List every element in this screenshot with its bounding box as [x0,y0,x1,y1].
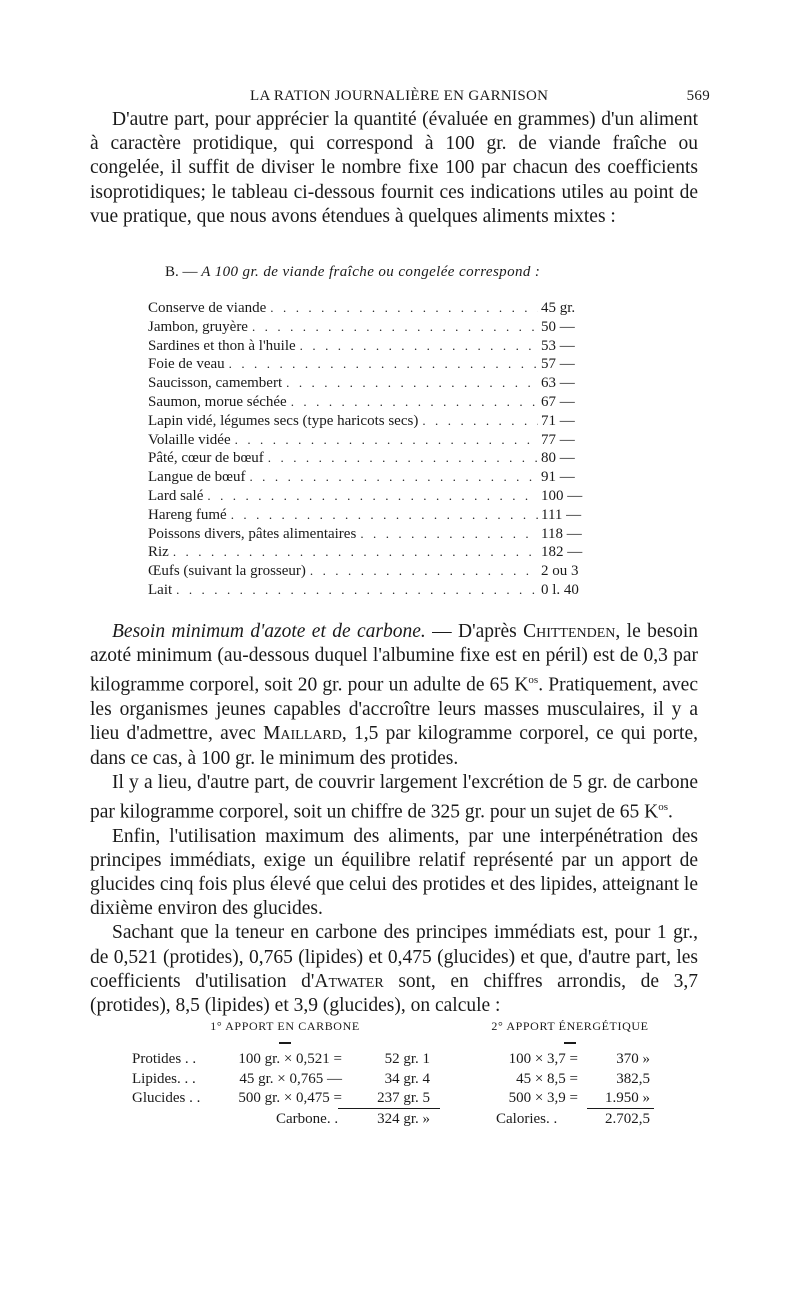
carbon-total [345,1110,430,1130]
table-row [148,563,613,582]
table-row [148,582,613,601]
food-name: Hareng fumé [148,506,227,523]
carbon-total-value: 324 gr. » [377,1111,430,1127]
text-run: . [668,801,673,823]
carbon-formula: 500 gr. × 0,475 = [238,1090,342,1106]
food-name: Volaille vidée [148,431,231,448]
table-row [148,469,613,488]
table-row [148,394,613,413]
paragraph-carbon-excretion [90,771,698,825]
food-amount: 63 — [541,375,575,392]
table-row [148,375,613,394]
heading-dash [564,1042,576,1044]
food-amount: 45 gr. [541,300,576,316]
carbon-result-column [345,1050,430,1109]
energy-formula-column [468,1050,578,1109]
food-amount: 2 ou 3 [541,563,579,580]
dot-leader [252,319,538,335]
energy-heading [480,1019,660,1044]
table-row [148,319,613,338]
dot-leader [286,375,538,391]
dot-leader [422,413,538,429]
dot-leader [291,394,538,410]
food-amount: 182 — [541,544,583,561]
food-name: Lait [148,581,173,598]
text-run: Sachant que la teneur en carbone des principes immédiats est, pour 1 gr., de 0,521 (protides), 0,765 (lipides) et 0,475 (glucides) et que, d'autre part, les coefficients d'utilisation d' [90,922,698,992]
energy-total-label [496,1110,596,1130]
superscript: os [528,674,539,687]
food-name: Saumon, morue séchée [148,393,287,410]
table-row [148,356,613,375]
food-amount: 111 — [541,506,582,523]
carbon-total-label-text: Carbone. . [276,1111,339,1127]
carbon-formula-column [205,1050,342,1109]
food-amount: 71 — [541,412,575,429]
table-row [148,338,613,357]
text-run: Il y a lieu, d'autre part, de couvrir largement l'excrétion de 5 gr. de carbone par kilogramme corporel, soit un chiffre de 325 gr. pour un sujet de 65 K [90,771,698,823]
food-name: Pâté, cœur de bœuf [148,450,264,467]
table-b-caption [165,264,540,281]
section-nitrogen-carbon [90,620,698,1018]
table-row [148,526,613,545]
food-amount: 0 l. 40 [541,581,579,598]
table-row [148,507,613,526]
food-equivalence-table [148,300,613,601]
food-amount: 67 — [541,393,575,410]
food-amount: 53 — [541,337,575,354]
text-run: — D'après [425,621,524,642]
food-amount: 50 — [541,318,575,335]
food-name: Œufs (suivant la grosseur) [148,563,306,580]
row-label: Lipides. . . [132,1070,196,1087]
dot-leader [249,469,538,485]
carbon-result: 34 gr. 4 [384,1070,430,1087]
author-chittenden: Chittenden [523,621,616,642]
carbon-total-rule [338,1108,440,1109]
dot-leader [229,356,538,372]
text-run: sont, en chiffres arrondis, de 3,7 (protides), 8,5 (lipides) et 3,9 (glucides), on calcule : [90,970,698,1017]
food-name: Riz [148,544,169,561]
paragraph-nitrogen-minimum [90,620,698,771]
energy-formula: 500 × 3,9 = [508,1090,578,1106]
food-amount: 91 — [541,469,575,486]
text-run: , le besoin azoté minimum (au-dessous duquel l'albumine fixe est en péril) est de 0,3 par kilogramme corporel, soit 20 gr. pour un adulte de 65 K [90,621,698,696]
text-run: . Pratiquement, avec les organismes jeunes capables d'accroître leurs masses musculaires, il y a lieu d'admettre, avec [90,674,698,745]
heading-dash [279,1042,291,1044]
energy-result: 382,5 [616,1070,650,1087]
intro-paragraph: D'autre part, pour apprécier la quantité (évaluée en grammes) d'un aliment à caractère protidique, qui correspond à 100 gr. de viande fraîche ou congelée, il suffit de diviser le nombre fixe 100 par chacun des coefficients isoprotidiques; le tableau ci-dessous fournit ces indications utiles au point de vue pratique, que nous avons étendues à quelques aliments mixtes : [90,109,698,227]
food-amount: 100 — [541,487,583,504]
row-label: Protides . . [132,1051,197,1067]
section-title: Besoin minimum d'azote et de carbone. [112,621,426,642]
dot-leader [207,488,538,504]
dot-leader [270,300,538,316]
energy-heading-text: 2° APPORT ÉNERGÉTIQUE [491,1019,649,1033]
carbon-formula: 100 gr. × 0,521 = [238,1051,342,1067]
energy-result: 1.950 » [605,1090,650,1106]
dot-leader [173,544,538,560]
energy-formula: 45 × 8,5 = [516,1070,578,1087]
table-row [148,432,613,451]
row-label: Glucides . . [132,1090,201,1106]
food-name: Jambon, gruyère [148,318,248,335]
carbon-result: 52 gr. 1 [384,1051,430,1067]
energy-total-label-text: Calories. . [496,1111,558,1127]
energy-total-value: 2.702,5 [605,1111,650,1127]
food-name: Langue de bœuf [148,469,246,486]
dot-leader [235,432,538,448]
dot-leader [231,507,538,523]
energy-total-rule [587,1108,654,1109]
food-amount: 77 — [541,431,575,448]
table-row [148,488,613,507]
carbon-heading [195,1019,375,1044]
energy-formula: 100 × 3,7 = [508,1051,578,1067]
dot-leader [176,582,538,598]
author-atwater: Atwater [314,970,384,992]
page-number: 569 [686,88,710,104]
energy-total [585,1110,650,1130]
table-b-caption-text: A 100 gr. de viande fraîche ou congelée correspond : [201,264,541,280]
carbon-formula: 45 gr. × 0,765 — [239,1070,342,1087]
paragraph-utilization: Enfin, l'utilisation maximum des aliments, par une interpénétration des principes immédiats, exige un équilibre relatif représenté par un apport de glucides cinq fois plus élevé que celui des protides et des lipides, atteignant le dixième environ des glucides. [90,825,698,920]
table-row [148,413,613,432]
text-run: , 1,5 par kilogramme corporel, ce qui porte, dans ce cas, à 100 gr. le minimum des protides. [90,723,698,769]
table-row [148,450,613,469]
food-name: Sardines et thon à l'huile [148,337,296,354]
table-b-label: B. — [165,264,202,280]
table-row [148,300,613,319]
food-name: Poissons divers, pâtes alimentaires [148,525,357,542]
author-maillard: Maillard [263,723,342,745]
dot-leader [300,338,538,354]
food-name: Foie de veau [148,356,225,373]
food-amount: 80 — [541,450,575,467]
food-name: Conserve de viande [148,300,267,316]
dot-leader [360,526,538,542]
paragraph-coefficients [90,921,698,1018]
food-name: Lapin vidé, légumes secs (type haricots secs) [148,412,419,429]
running-title: LA RATION JOURNALIÈRE EN GARNISON [250,88,549,104]
superscript: os [658,800,669,813]
food-name: Lard salé [148,487,204,504]
table-row [148,544,613,563]
food-amount: 57 — [541,356,575,373]
carbon-heading-text: 1° APPORT EN CARBONE [210,1019,360,1033]
carbon-result: 237 gr. 5 [377,1090,430,1106]
food-amount: 118 — [541,525,582,542]
dot-leader [310,563,538,579]
energy-result: 370 » [616,1051,650,1067]
energy-result-column [585,1050,650,1109]
dot-leader [268,450,538,466]
food-name: Saucisson, camembert [148,375,283,392]
